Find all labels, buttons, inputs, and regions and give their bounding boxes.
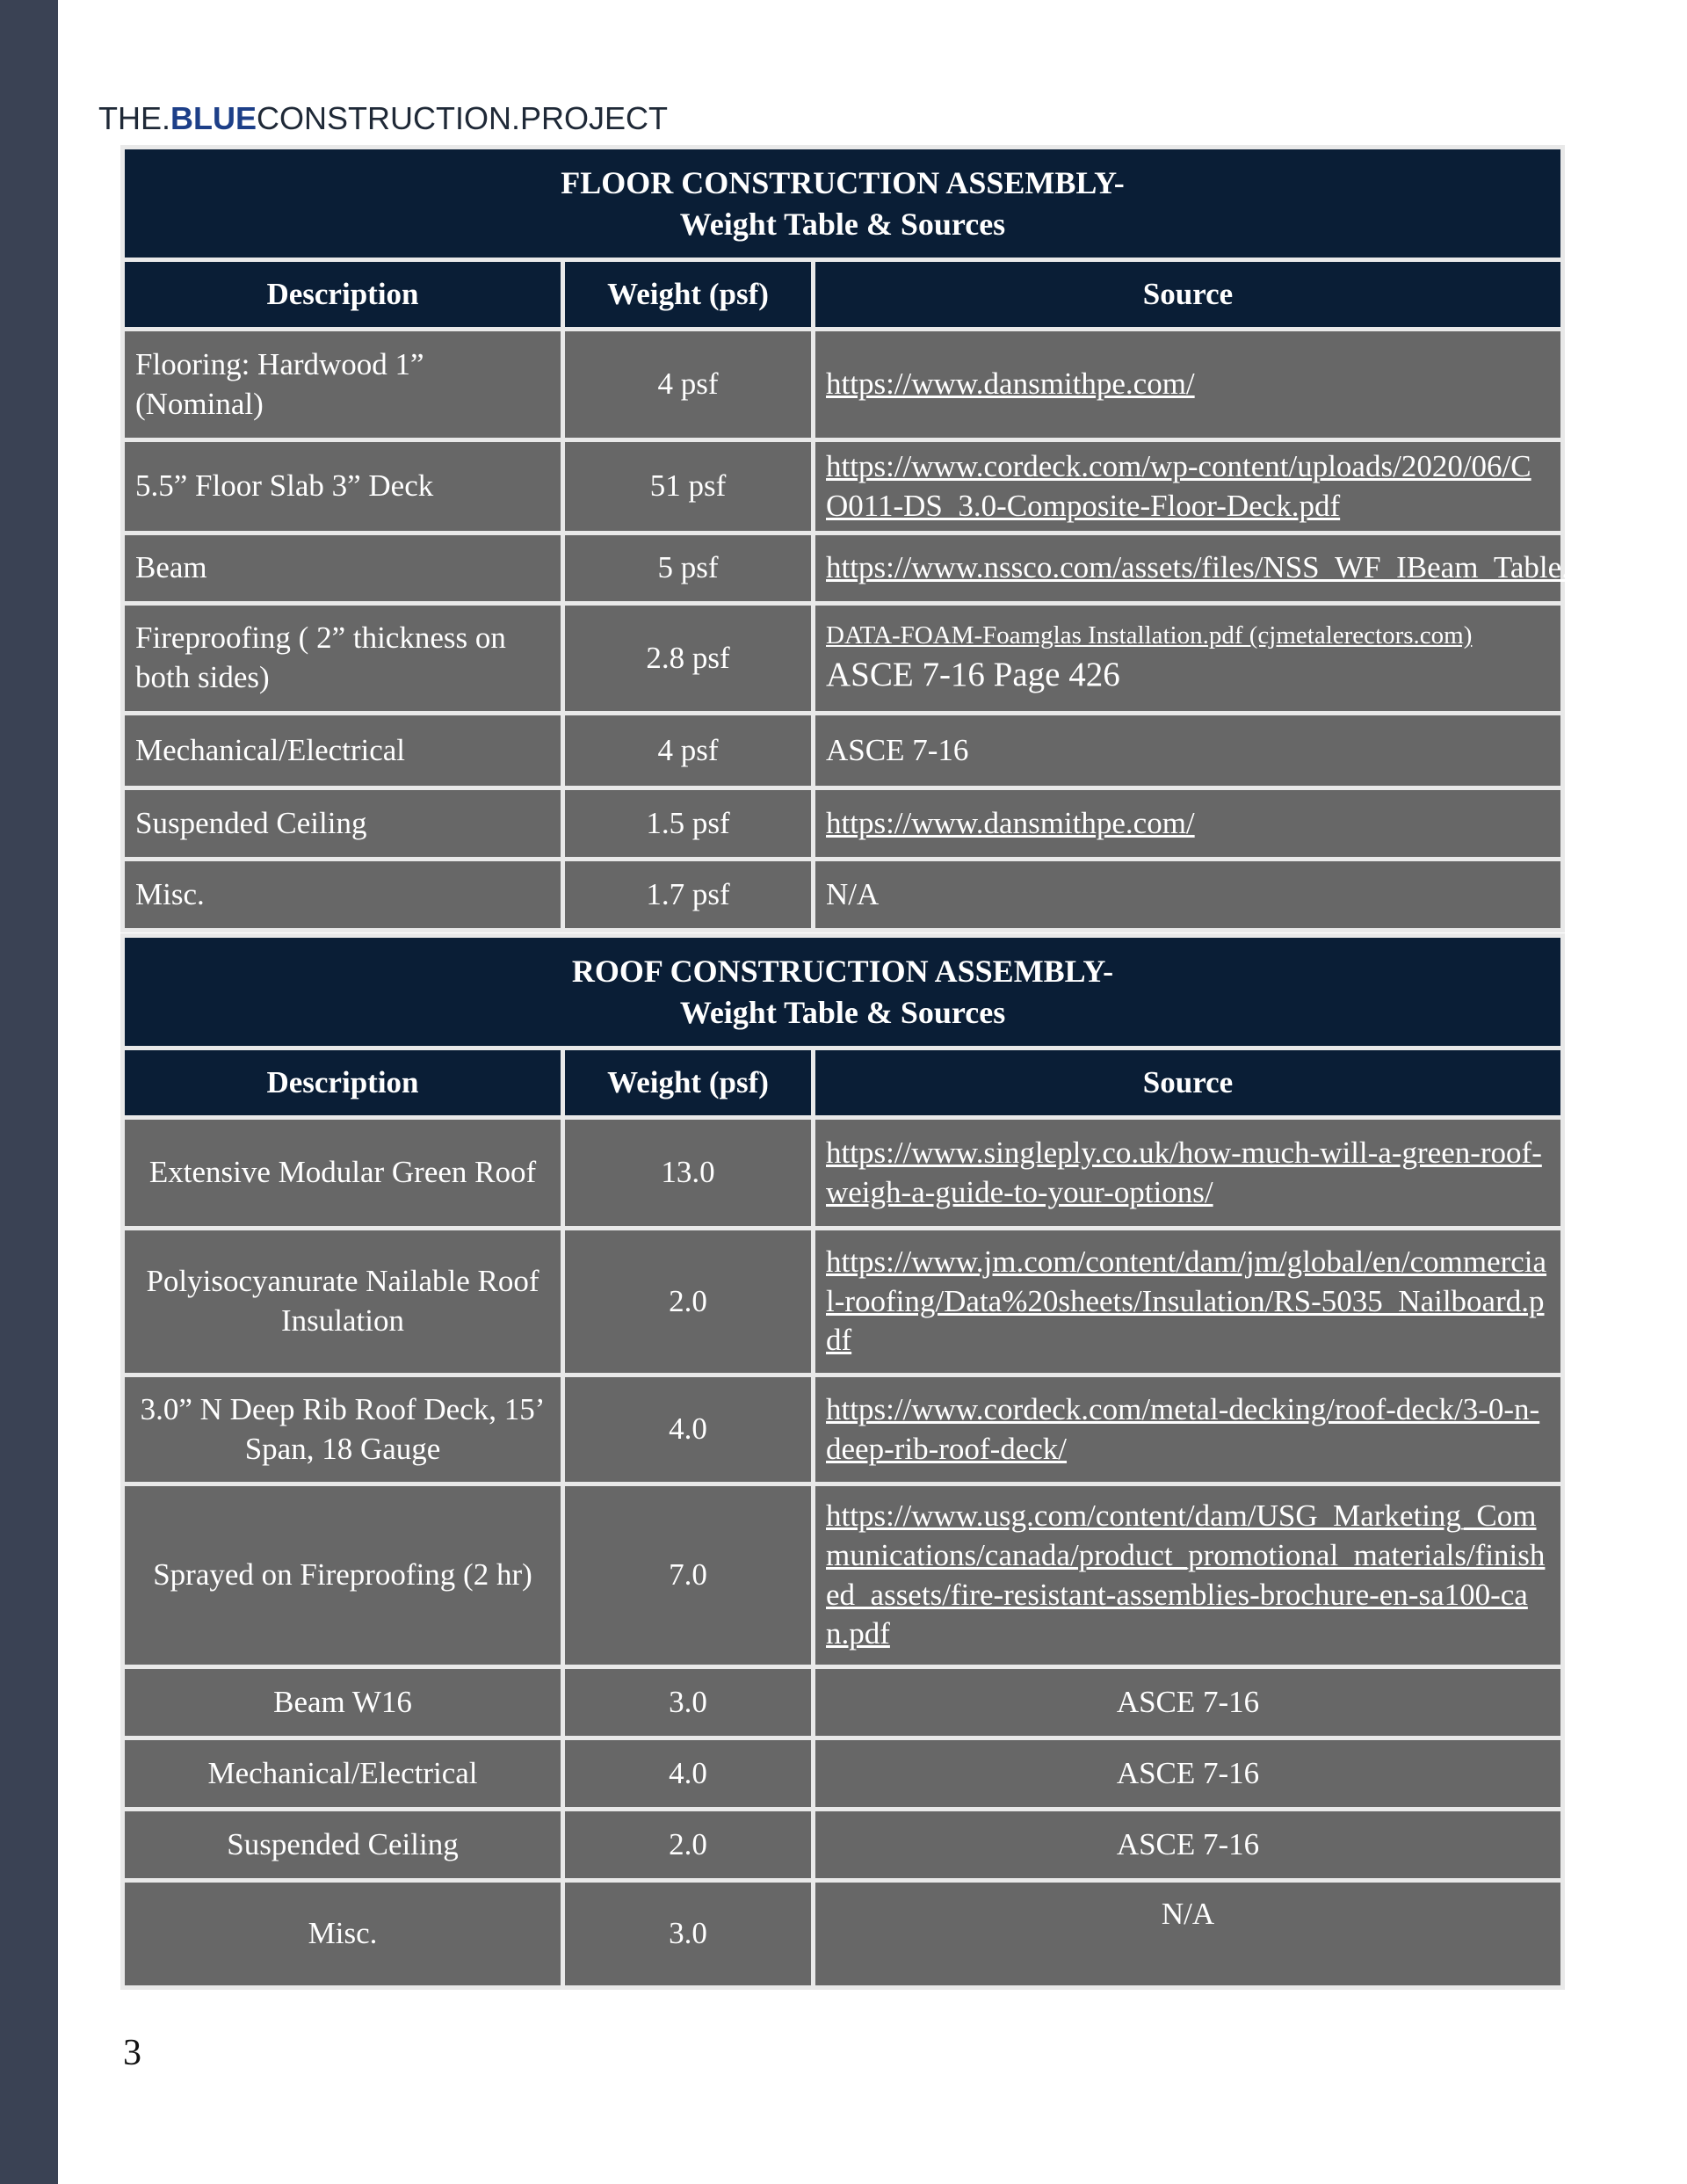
roof-table-title xyxy=(125,938,1560,1046)
row-weight: 3.0 xyxy=(565,1669,811,1736)
table-row xyxy=(125,715,1560,786)
brand-highlight: BLUE xyxy=(170,100,257,136)
source-link[interactable]: https://www.singleply.co.uk/how-much-will-a-green-roof-weigh-a-guide-to-your-options/ xyxy=(826,1135,1542,1209)
source-link[interactable]: DATA-FOAM-Foamglas Installation.pdf (cjmetalerectors.com) xyxy=(826,621,1473,650)
row-description: Suspended Ceiling xyxy=(125,790,561,857)
row-weight: 2.8 psf xyxy=(565,606,811,711)
row-description: Polyisocyanurate Nailable Roof Insulation xyxy=(125,1230,561,1373)
brand-suffix: CONSTRUCTION.PROJECT xyxy=(257,100,669,136)
source-text: ASCE 7-16 xyxy=(815,1669,1560,1736)
row-weight: 4 psf xyxy=(565,715,811,786)
table-row xyxy=(125,1740,1560,1807)
page-number: 3 xyxy=(123,2033,141,2073)
row-weight: 13.0 xyxy=(565,1120,811,1226)
row-description: Sprayed on Fireproofing (2 hr) xyxy=(125,1486,561,1665)
table-row xyxy=(125,1486,1560,1665)
source-link[interactable]: https://www.cordeck.com/wp-content/uploads/2020/06/CO011-DS_3.0-Composite-Floor-Deck.pdf xyxy=(826,448,1531,523)
table-row xyxy=(125,861,1560,928)
source-note: ASCE 7-16 Page 426 xyxy=(826,655,1120,693)
row-weight: 3.0 xyxy=(565,1883,811,1985)
table-row xyxy=(125,790,1560,857)
row-weight: 2.0 xyxy=(565,1230,811,1373)
row-weight: 4.0 xyxy=(565,1377,811,1482)
row-description: Fireproofing ( 2” thickness on both sides) xyxy=(125,606,561,711)
floor-title-line1: FLOOR CONSTRUCTION ASSEMBLY- xyxy=(561,164,1125,200)
row-weight: 1.5 psf xyxy=(565,790,811,857)
floor-title-line2: Weight Table & Sources xyxy=(679,206,1006,242)
floor-header-weight: Weight (psf) xyxy=(565,262,811,327)
roof-header-description: Description xyxy=(125,1050,561,1115)
table-row xyxy=(125,606,1560,711)
source-link[interactable]: https://www.dansmithpe.com/ xyxy=(826,805,1195,840)
brand-prefix: THE. xyxy=(98,100,171,136)
roof-title-line2: Weight Table & Sources xyxy=(679,994,1006,1030)
row-description: Beam xyxy=(125,535,561,601)
row-description: Extensive Modular Green Roof xyxy=(125,1120,561,1226)
row-description: Flooring: Hardwood 1” (Nominal) xyxy=(125,331,561,438)
table-row xyxy=(125,1230,1560,1373)
row-description: Beam W16 xyxy=(125,1669,561,1736)
source-text: ASCE 7-16 xyxy=(815,1811,1560,1878)
table-row xyxy=(125,1377,1560,1482)
table-row xyxy=(125,442,1560,531)
row-description: 3.0” N Deep Rib Roof Deck, 15’ Span, 18 Gauge xyxy=(125,1377,561,1482)
row-weight: 2.0 xyxy=(565,1811,811,1878)
row-description: Suspended Ceiling xyxy=(125,1811,561,1878)
floor-weight-table xyxy=(120,145,1611,932)
source-text: ASCE 7-16 xyxy=(815,1740,1560,1807)
roof-header-source: Source xyxy=(815,1050,1560,1115)
table-row xyxy=(125,1883,1560,1985)
source-link[interactable]: https://www.cordeck.com/metal-decking/roof-deck/3-0-n-deep-rib-roof-deck/ xyxy=(826,1391,1540,1466)
row-weight: 51 psf xyxy=(565,442,811,531)
table-row xyxy=(125,535,1560,601)
row-description: 5.5” Floor Slab 3” Deck xyxy=(125,442,561,531)
roof-header-weight: Weight (psf) xyxy=(565,1050,811,1115)
source-link[interactable]: https://www.nssco.com/assets/files/NSS_WF_IBeam_Table.pdf xyxy=(826,550,1611,585)
table-row xyxy=(125,331,1560,438)
row-weight: 4 psf xyxy=(565,331,811,438)
source-text: N/A xyxy=(815,861,1560,928)
table-row xyxy=(125,1669,1560,1736)
table-row xyxy=(125,1120,1560,1226)
roof-weight-table xyxy=(120,933,1565,1990)
row-description: Mechanical/Electrical xyxy=(125,1740,561,1807)
floor-header-source: Source xyxy=(815,262,1560,327)
row-weight: 5 psf xyxy=(565,535,811,601)
floor-table-title xyxy=(125,149,1560,258)
source-link[interactable]: https://www.dansmithpe.com/ xyxy=(826,366,1195,402)
row-description: Mechanical/Electrical xyxy=(125,715,561,786)
source-link[interactable]: https://www.usg.com/content/dam/USG_Marketing_Communications/canada/product_promotional_materials/finished_assets/fire-resistant-assemblies-brochure-en-sa100-can.pdf xyxy=(826,1498,1546,1651)
brand-logo xyxy=(98,100,668,139)
row-weight: 1.7 psf xyxy=(565,861,811,928)
floor-header-description: Description xyxy=(125,262,561,327)
page-sidebar-strip xyxy=(0,0,58,2184)
row-description: Misc. xyxy=(125,1883,561,1985)
roof-title-line1: ROOF CONSTRUCTION ASSEMBLY- xyxy=(571,953,1114,989)
table-row xyxy=(125,1811,1560,1878)
row-weight: 4.0 xyxy=(565,1740,811,1807)
source-link[interactable]: https://www.jm.com/content/dam/jm/global/en/commercial-roofing/Data%20sheets/Insulation/RS-5035_Nailboard.pdf xyxy=(826,1244,1547,1358)
source-text: ASCE 7-16 xyxy=(815,715,1560,786)
source-text: N/A xyxy=(815,1883,1560,1985)
row-description: Misc. xyxy=(125,861,561,928)
row-weight: 7.0 xyxy=(565,1486,811,1665)
